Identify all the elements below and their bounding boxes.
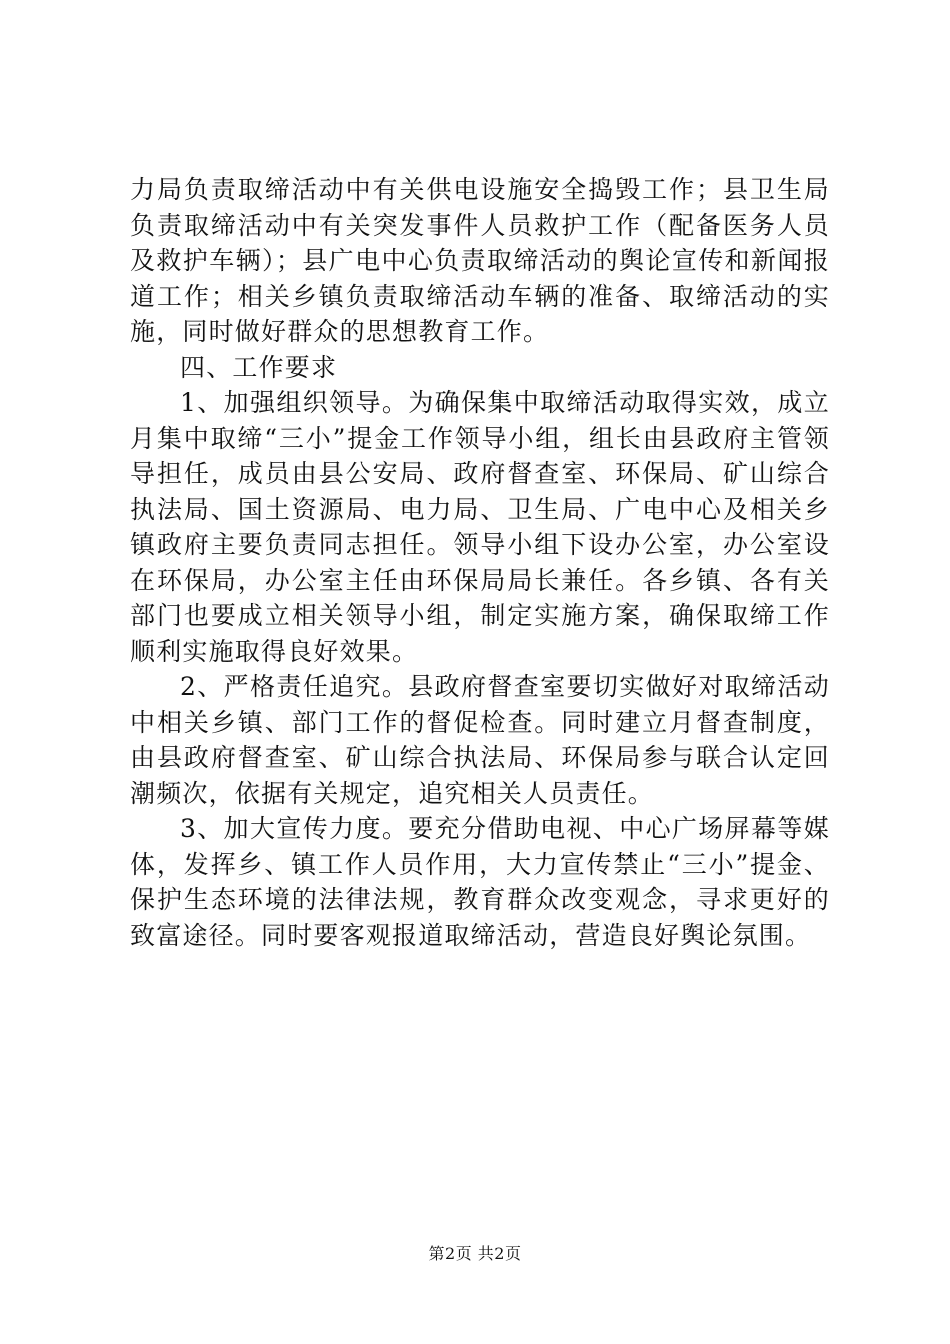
section-heading-work-requirements: 四、工作要求 <box>180 352 338 382</box>
paragraph-publicity: 3、加大宣传力度。要充分借助电视、中心广场屏幕等媒体，发挥乡、镇工作人员作用，大力宣传禁止“三小”提金、保护生态环境的法律法规，教育群众改变观念，寻求更好的致富途径。同时要客观报道取缔活动，营造良好舆论氛围。 <box>130 814 830 950</box>
paragraph-responsibility: 2、严格责任追究。县政府督查室要切实做好对取缔活动中相关乡镇、部门工作的督促检查。同时建立月督查制度，由县政府督查室、矿山综合执法局、环保局参与联合认定回潮频次，依据有关规定，追究相关人员责任。 <box>130 672 830 808</box>
paragraph-organization-leadership: 1、加强组织领导。为确保集中取缔活动取得实效，成立月集中取缔“三小”提金工作领导小组，组长由县政府主管领导担任，成员由县公安局、政府督查室、环保局、矿山综合执法局、国土资源局、电力局、卫生局、广电中心及相关乡镇政府主要负责同志担任。领导小组下设办公室，办公室设在环保局，办公室主任由环保局局长兼任。各乡镇、各有关部门也要成立相关领导小组，制定实施方案，确保取缔工作顺利实施取得良好效果。 <box>130 388 830 666</box>
page-number-footer: 第2页 共2页 <box>428 1244 522 1263</box>
document-body <box>130 172 830 953</box>
paragraph-continuation: 力局负责取缔活动中有关供电设施安全捣毁工作；县卫生局负责取缔活动中有关突发事件人员救护工作（配备医务人员及救护车辆）；县广电中心负责取缔活动的舆论宣传和新闻报道工作；相关乡镇负责取缔活动车辆的准备、取缔活动的实施，同时做好群众的思想教育工作。 <box>130 175 830 346</box>
